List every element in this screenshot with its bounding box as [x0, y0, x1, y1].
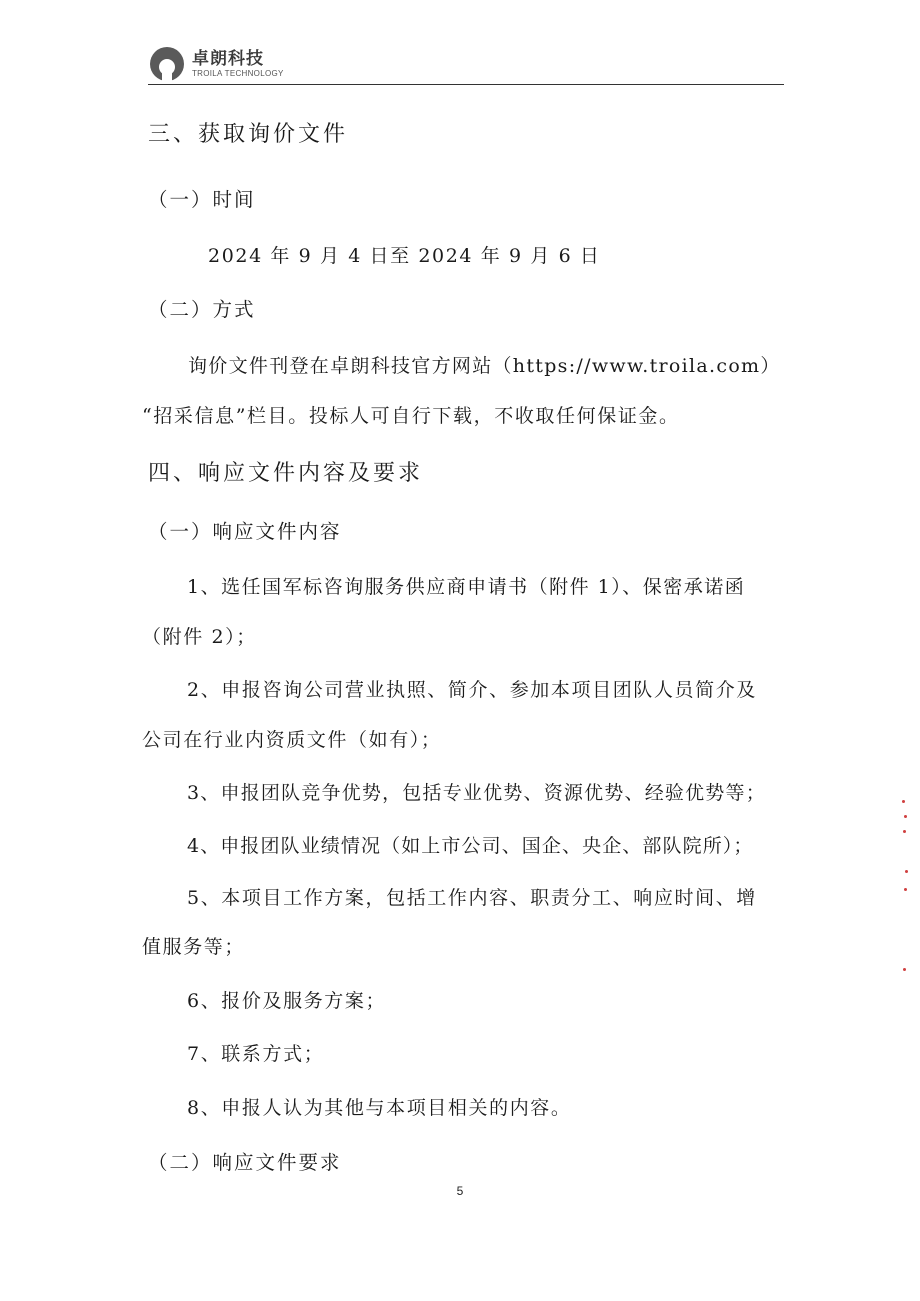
company-logo-icon	[148, 45, 186, 83]
list-item-3: 3、申报团队竞争优势，包括专业优势、资源优势、经验优势等；	[187, 782, 766, 804]
list-item-2-line2: 公司在行业内资质文件（如有）；	[142, 729, 442, 751]
list-item-6: 6、报价及服务方案；	[187, 990, 387, 1012]
section-4-sub1-heading: （一）响应文件内容	[148, 520, 342, 543]
header-divider	[148, 84, 784, 85]
list-item-1-line2: （附件 2）；	[142, 626, 257, 648]
section-3-sub2-text-line2: “招采信息”栏目。投标人可自行下载，不收取任何保证金。	[142, 405, 680, 427]
section-3-heading: 三、获取询价文件	[148, 122, 349, 147]
logo-text	[192, 49, 284, 79]
section-3-sub2-text-line1: 询价文件刊登在卓朗科技官方网站（https://www.troila.com）	[188, 355, 781, 377]
list-item-5-line2: 值服务等；	[142, 936, 246, 958]
list-item-8: 8、申报人认为其他与本项目相关的内容。	[187, 1097, 572, 1119]
page-number: 5	[456, 1184, 464, 1198]
logo-company-name-en: TROILA TECHNOLOGY	[192, 69, 284, 78]
section-4-sub2-heading: （二）响应文件要求	[148, 1151, 342, 1174]
list-item-4: 4、申报团队业绩情况（如上市公司、国企、央企、部队院所）；	[187, 835, 754, 857]
section-3-sub1-text: 2024 年 9 月 4 日至 2024 年 9 月 6 日	[208, 245, 601, 267]
section-4-heading: 四、响应文件内容及要求	[148, 461, 424, 486]
list-item-5-line1: 5、本项目工作方案，包括工作内容、职责分工、响应时间、增	[187, 887, 757, 909]
list-item-2-line1: 2、申报咨询公司营业执照、简介、参加本项目团队人员简介及	[187, 679, 757, 701]
section-3-sub1-heading: （一）时间	[148, 188, 256, 211]
document-header	[148, 44, 284, 84]
logo-company-name-cn: 卓朗科技	[192, 49, 264, 69]
section-3-sub2-heading: （二）方式	[148, 298, 256, 321]
list-item-1-line1: 1、选任国军标咨询服务供应商申请书（附件 1）、保密承诺函	[187, 576, 746, 598]
list-item-7: 7、联系方式；	[187, 1043, 325, 1065]
